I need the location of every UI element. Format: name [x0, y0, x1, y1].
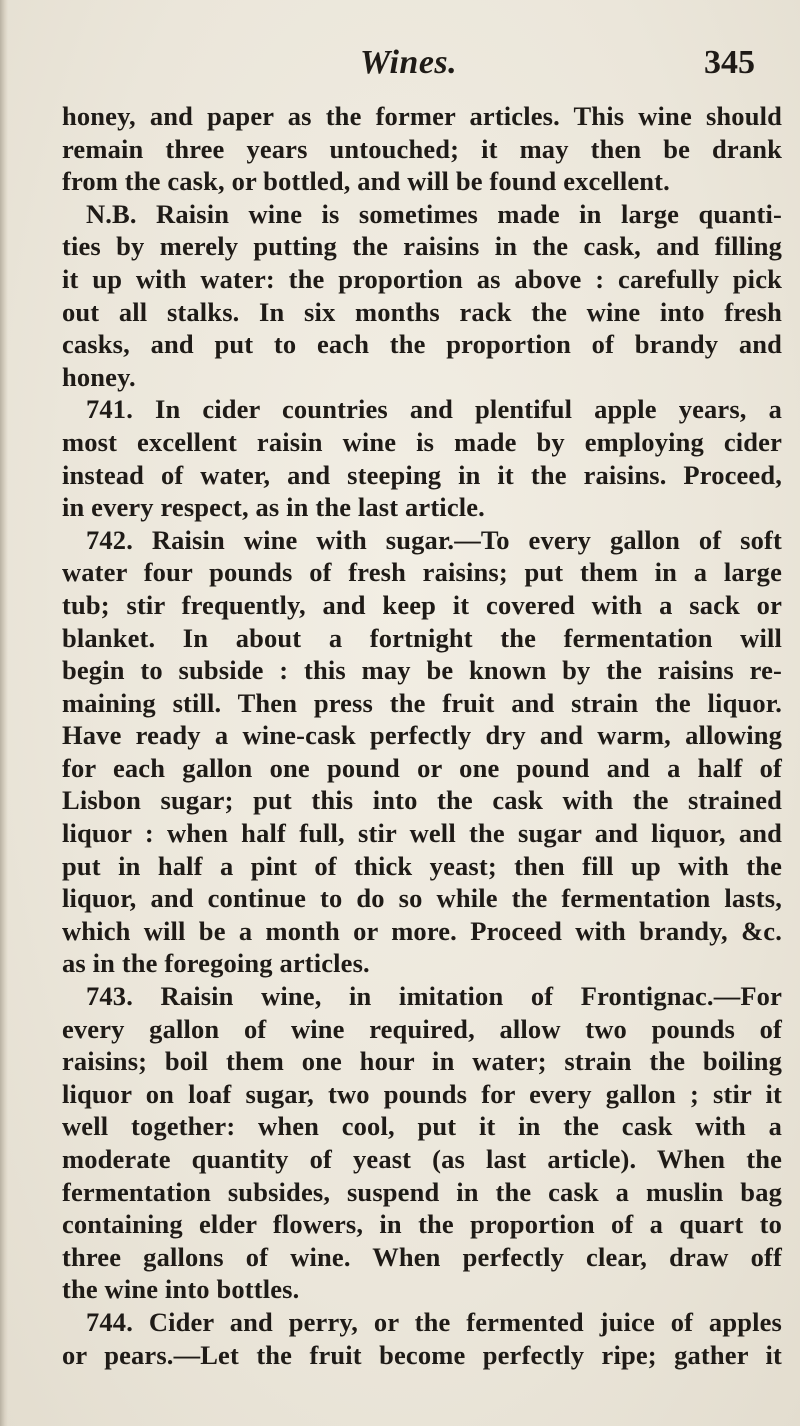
page-header: [0, 40, 800, 90]
text-line: out all stalks. In six months rack the wine into fresh: [62, 296, 782, 327]
text-line: which will be a month or more. Proceed with brandy, &c.: [62, 915, 782, 946]
text-line: most excellent raisin wine is made by employing cider: [62, 426, 782, 457]
text-line: tub; stir frequently, and keep it covered with a sack or: [62, 589, 782, 620]
text-line: Have ready a wine-cask perfectly dry and warm, allowing: [62, 720, 782, 751]
running-head: Wines.: [360, 44, 458, 81]
text-line: 741. In cider countries and plentiful apple years, a: [86, 394, 782, 425]
page-binding-shadow: [0, 0, 8, 1426]
text-line: blanket. In about a fortnight the fermentation will: [62, 622, 782, 653]
text-line: in every respect, as in the last article.: [62, 492, 485, 523]
text-line: instead of water, and steeping in it the raisins. Proceed,: [62, 459, 782, 490]
text-line: 744. Cider and perry, or the fermented juice of apples: [86, 1306, 782, 1337]
text-line: or pears.—Let the fruit become perfectly ripe; gather it: [62, 1339, 782, 1370]
text-line: maining still. Then press the fruit and strain the liquor.: [62, 687, 782, 718]
text-line: raisins; boil them one hour in water; strain the boiling: [62, 1046, 782, 1077]
text-line: remain three years untouched; it may then be drank: [62, 133, 782, 164]
text-line: put in half a pint of thick yeast; then fill up with the: [62, 850, 782, 881]
body-text: [62, 100, 782, 1371]
text-line: water four pounds of fresh raisins; put them in a large: [62, 557, 782, 588]
text-line: three gallons of wine. When perfectly clear, draw off: [62, 1241, 782, 1272]
text-line: liquor : when half full, stir well the sugar and liquor, and: [62, 818, 782, 849]
text-line: liquor on loaf sugar, two pounds for every gallon ; stir it: [62, 1078, 782, 1109]
text-line: honey, and paper as the former articles. This wine should: [62, 101, 782, 131]
text-line: from the cask, or bottled, and will be found excellent.: [62, 166, 670, 197]
text-line: Lisbon sugar; put this into the cask with the strained: [62, 785, 782, 816]
text-line: for each gallon one pound or one pound and a half of: [62, 752, 782, 783]
text-line: 742. Raisin wine with sugar.—To every gallon of soft: [86, 524, 782, 555]
text-line: every gallon of wine required, allow two pounds of: [62, 1013, 782, 1044]
text-line: containing elder flowers, in the proportion of a quart to: [62, 1209, 782, 1240]
text-line: liquor, and continue to do so while the fermentation lasts,: [62, 883, 782, 914]
text-line: casks, and put to each the proportion of brandy and: [62, 329, 782, 360]
text-line: N.B. Raisin wine is sometimes made in large quanti-: [86, 198, 782, 229]
text-line: 743. Raisin wine, in imitation of Frontignac.—For: [86, 981, 782, 1012]
text-line: the wine into bottles.: [62, 1274, 300, 1305]
text-line: honey.: [62, 361, 136, 392]
text-line: it up with water: the proportion as above : carefully pick: [62, 263, 782, 294]
text-line: ties by merely putting the raisins in the cask, and filling: [62, 231, 782, 262]
text-line: fermentation subsides, suspend in the cask a muslin bag: [62, 1176, 782, 1207]
text-line: moderate quantity of yeast (as last article). When the: [62, 1144, 782, 1174]
text-line: as in the foregoing articles.: [62, 948, 370, 979]
text-line: well together: when cool, put it in the cask with a: [62, 1111, 782, 1142]
page-number: 345: [704, 44, 755, 81]
text-line: begin to subside : this may be known by the raisins re-: [62, 655, 782, 686]
